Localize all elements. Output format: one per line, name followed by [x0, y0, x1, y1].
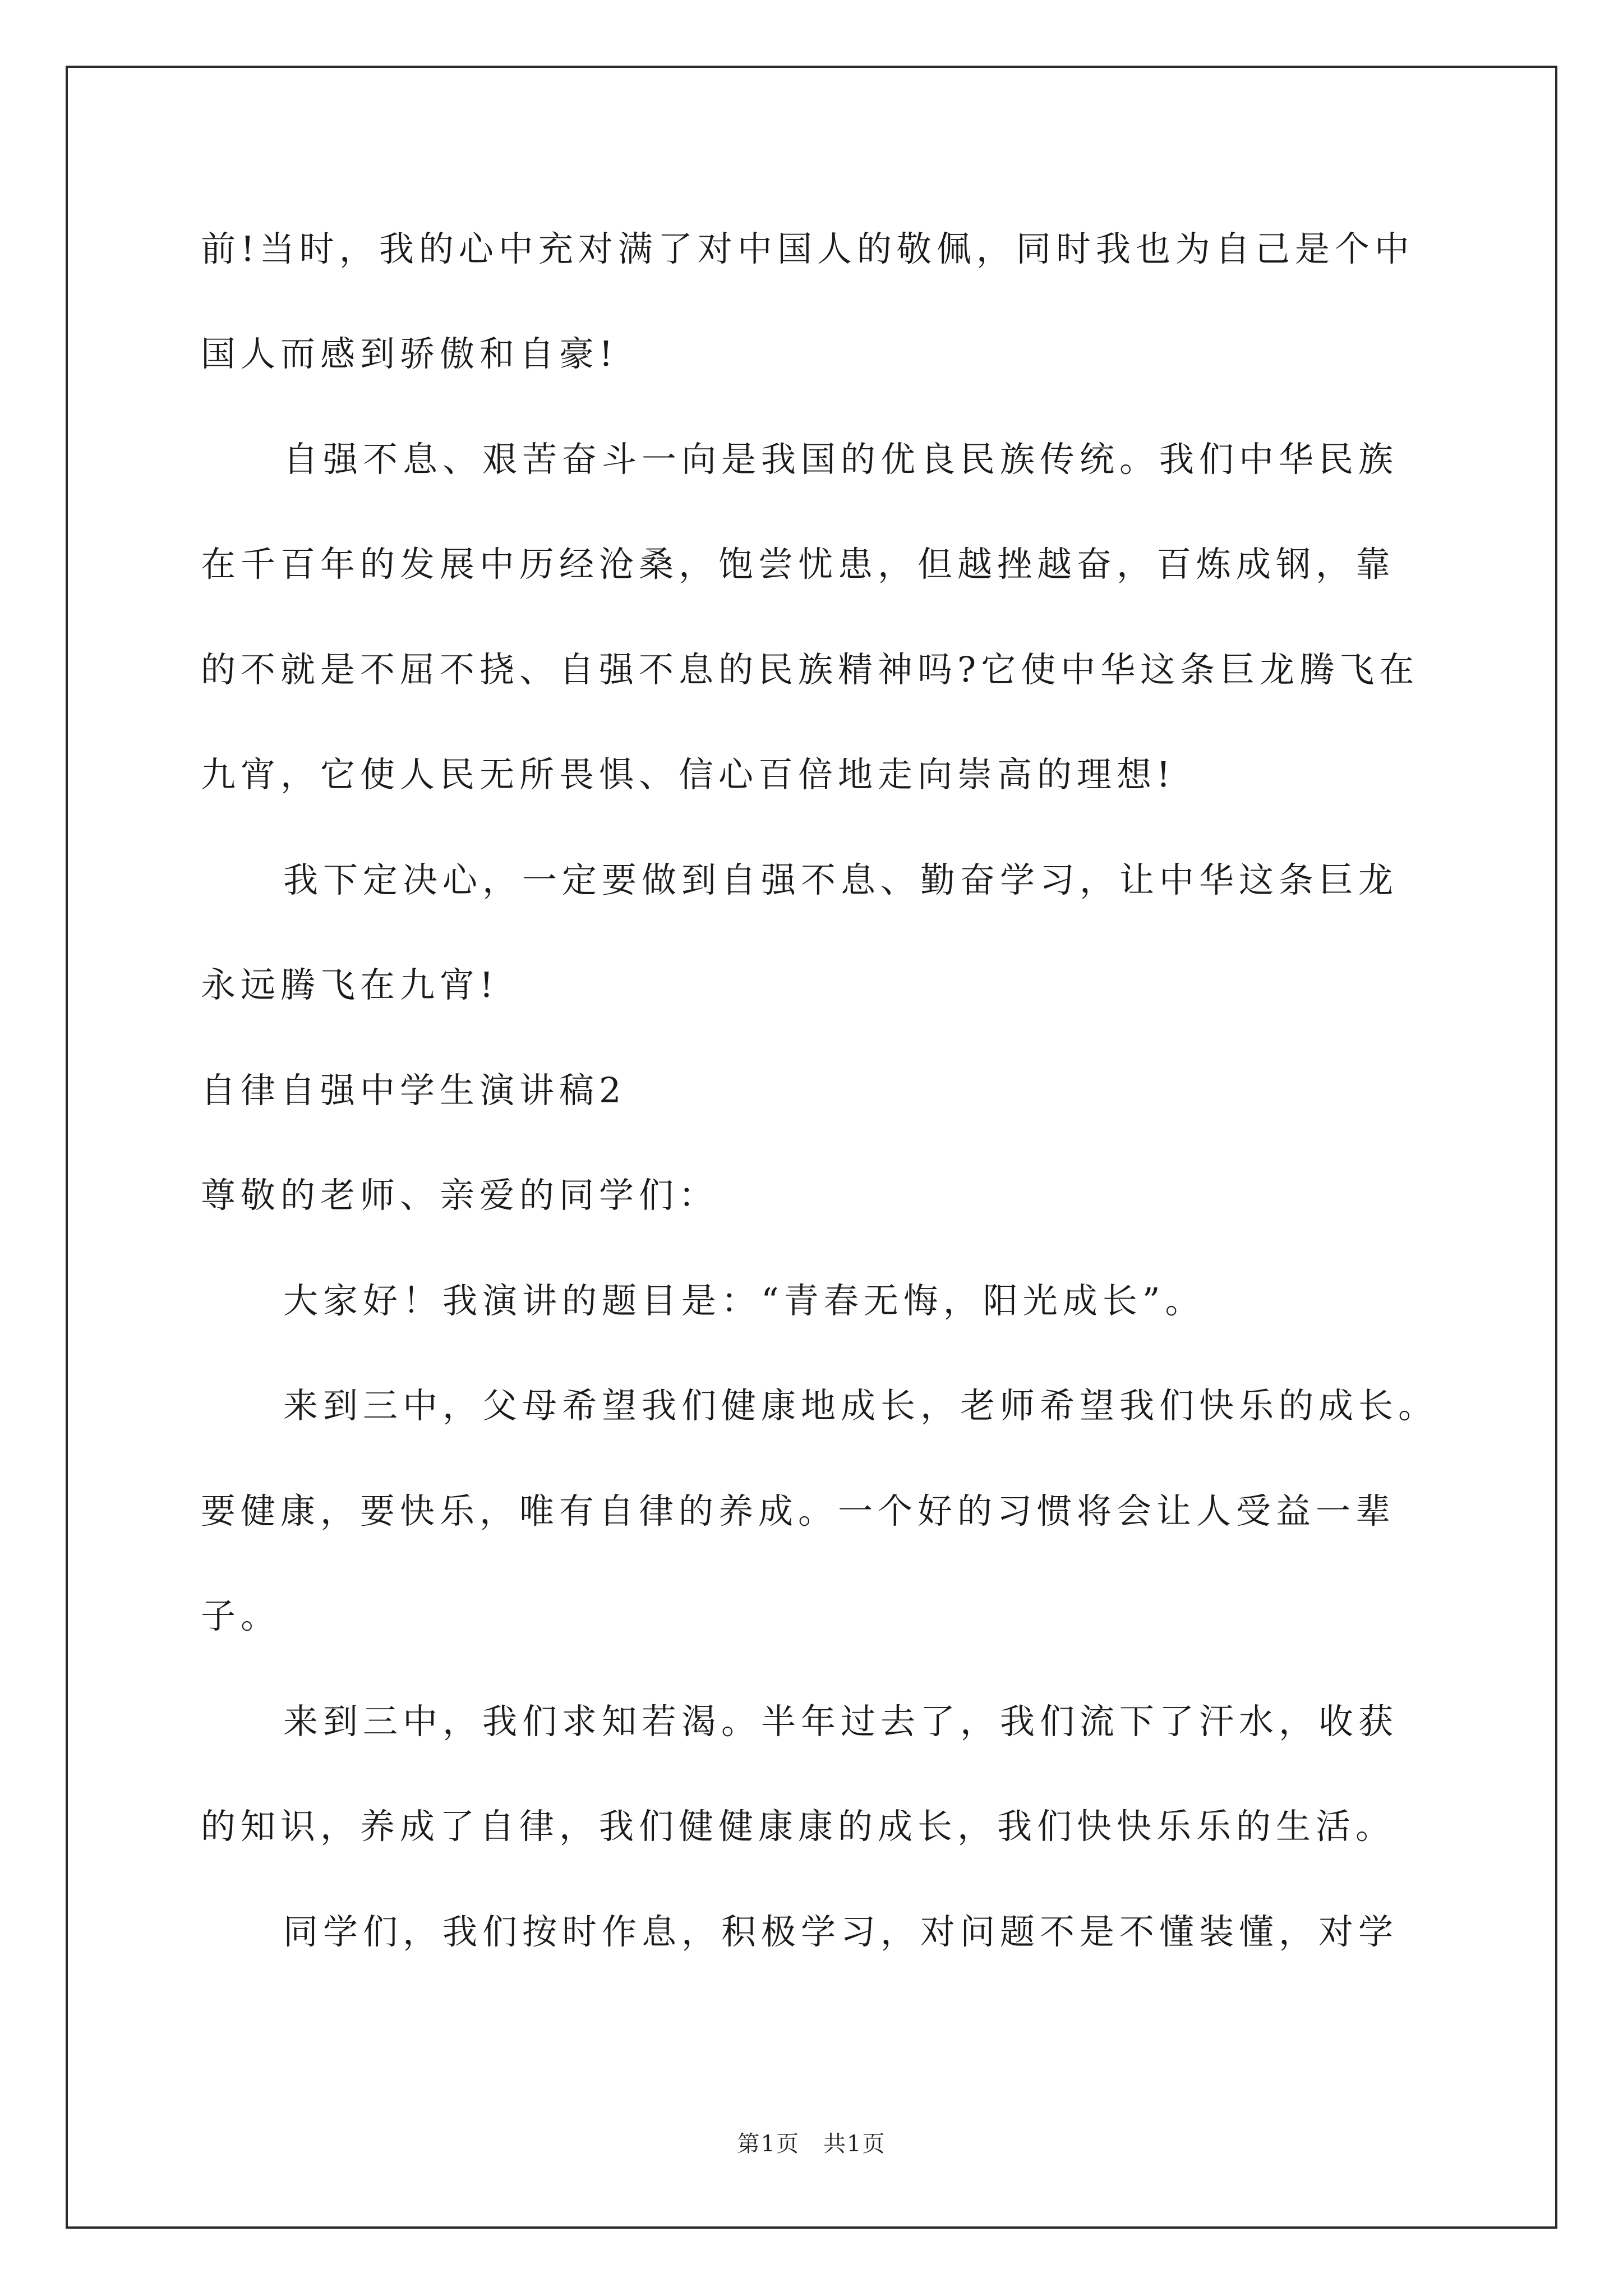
paragraph-text-line: 来到三中，我们求知若渴。半年过去了，我们流下了汗水，收获: [283, 1701, 1399, 1742]
body-text-line: 永远腾飞在九宵!: [201, 964, 499, 1005]
body-text-line: 要健康，要快乐，唯有自律的养成。一个好的习惯将会让人受益一辈: [201, 1490, 1396, 1531]
paragraph-text-line: 来到三中，父母希望我们健康地成长，老师希望我们快乐的成长。: [283, 1385, 1438, 1426]
paragraph-text-line: 同学们，我们按时作息，积极学习，对问题不是不懂装懂，对学: [283, 1911, 1399, 1952]
page-number-footer: 第1页 共1页: [737, 2131, 886, 2157]
section-title: 自律自强中学生演讲稿2: [201, 1070, 626, 1111]
paragraph-text-line: 自强不息、艰苦奋斗一向是我国的优良民族传统。我们中华民族: [283, 439, 1399, 480]
body-text-line: 的知识，养成了自律，我们健健康康的成长，我们快快乐乐的生活。: [201, 1806, 1396, 1847]
body-text-line: 前!当时，我的心中充对满了对中国人的敬佩，同时我也为自己是个中: [201, 228, 1414, 269]
paragraph-text-line: 大家好！我演讲的题目是：“青春无悔，阳光成长”。: [283, 1280, 1205, 1321]
body-text-line: 子。: [201, 1595, 281, 1636]
body-text-line: 的不就是不屈不挠、自强不息的民族精神吗?它使中华这条巨龙腾飞在: [201, 649, 1419, 690]
salutation-line: 尊敬的老师、亲爱的同学们：: [201, 1175, 719, 1216]
paragraph-text-line: 我下定决心，一定要做到自强不息、勤奋学习，让中华这条巨龙: [283, 859, 1399, 900]
page-border: [66, 66, 1557, 2229]
body-text-line: 九宵，它使人民无所畏惧、信心百倍地走向崇高的理想!: [201, 754, 1175, 795]
body-text-line: 在千百年的发展中历经沧桑，饱尝忧患，但越挫越奋，百炼成钢，靠: [201, 544, 1396, 585]
body-text-line: 国人而感到骄傲和自豪!: [201, 333, 618, 374]
